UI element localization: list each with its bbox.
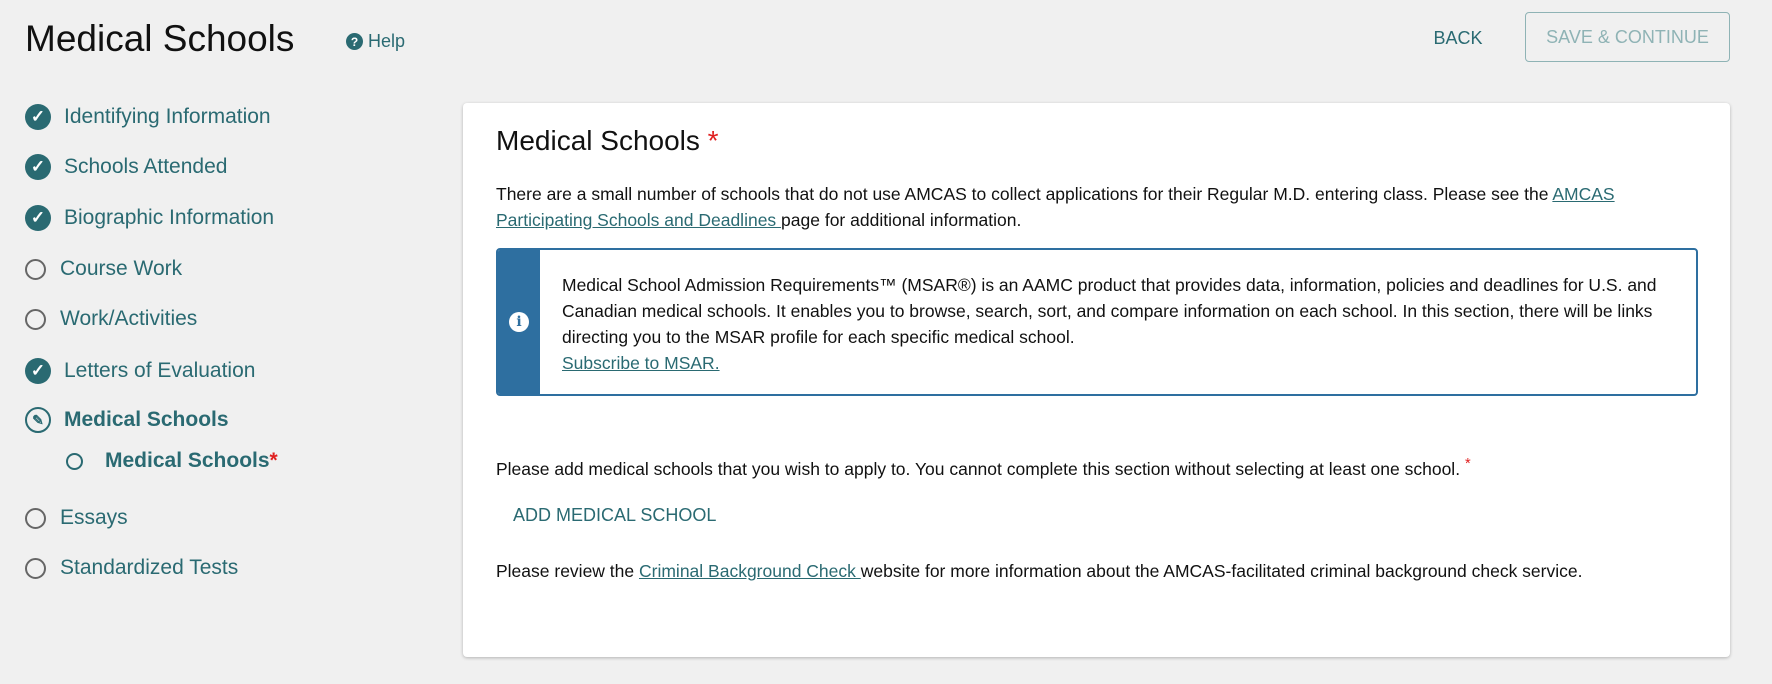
sidebar-item-label: Essays: [60, 506, 128, 529]
sidebar-item-label: Letters of Evaluation: [64, 359, 256, 382]
back-button[interactable]: BACK: [1420, 25, 1496, 51]
sidebar-item-label: Work/Activities: [60, 307, 198, 330]
criminal-after-text: website for more information about the AMCAS-facilitated criminal background check service.: [860, 561, 1583, 581]
sidebar-item-label: Standardized Tests: [60, 556, 239, 579]
sidebar-item-label: Medical Schools: [64, 408, 229, 431]
sidebar-item-standardized-tests[interactable]: [25, 553, 238, 583]
help-icon: ?: [346, 33, 363, 50]
page-title: Medical Schools: [25, 18, 295, 59]
criminal-background-check-link[interactable]: Criminal Background Check: [639, 561, 861, 581]
participating-schools-link[interactable]: AMCAS Participating Schools and Deadlines: [496, 184, 1615, 230]
msar-info-box: [496, 248, 1698, 396]
save-continue-button[interactable]: SAVE & CONTINUE: [1525, 12, 1730, 62]
check-circle-icon: ✓: [25, 154, 51, 180]
help-label: Help: [368, 31, 406, 51]
sidebar-item-label: Biographic Information: [64, 206, 275, 229]
sidebar-item-identifying-information[interactable]: [25, 102, 271, 132]
section-title: [496, 125, 719, 157]
sidebar-item-schools-attended[interactable]: [25, 152, 227, 182]
empty-circle-icon: [25, 309, 46, 330]
empty-circle-icon: [25, 259, 46, 280]
intro-after-text: page for additional information.: [781, 210, 1022, 230]
criminal-paragraph: [496, 558, 1696, 584]
info-text: [562, 272, 1672, 376]
sidebar-item-biographic-information[interactable]: [25, 203, 274, 233]
sidebar-item-work-activities[interactable]: [25, 304, 197, 334]
required-mark: *: [1464, 456, 1471, 472]
sidebar-item-letters-of-evaluation[interactable]: [25, 356, 255, 386]
sidebar-item-label: Schools Attended: [64, 155, 228, 178]
empty-circle-icon: [25, 558, 46, 579]
section-title-text: Medical Schools: [496, 125, 700, 156]
empty-circle-icon: [66, 453, 83, 470]
sidebar-item-essays[interactable]: [25, 503, 128, 533]
add-medical-school-button[interactable]: ADD MEDICAL SCHOOL: [513, 505, 717, 525]
check-circle-icon: ✓: [25, 205, 51, 231]
info-icon: i: [509, 312, 529, 332]
sidebar-item-medical-schools[interactable]: [25, 405, 229, 435]
msar-description: Medical School Admission Requirements™ (MSAR®) is an AAMC product that provides data, information, policies and deadlines for U.S. and Canadian medical schools. It enables you to browse, search, sort, and compare information on each school. In this section, there will be links directing you to the MSAR profile for each specific medical school.: [562, 275, 1657, 347]
required-mark: *: [269, 449, 278, 472]
required-mark: *: [707, 125, 719, 156]
intro-text: There are a small number of schools that do not use AMCAS to collect applications for their Regular M.D. entering class. Please see the: [496, 184, 1553, 204]
add-prompt-text: Please add medical schools that you wish to apply to. You cannot complete this section without selecting at least one school.: [496, 458, 1461, 479]
medical-schools-card: [463, 103, 1730, 657]
help-link[interactable]: [346, 31, 405, 52]
intro-paragraph: [496, 181, 1706, 233]
pencil-circle-icon: ✎: [25, 407, 51, 433]
sidebar-subitem-medical-schools[interactable]: [66, 446, 278, 476]
sidebar-item-label: Identifying Information: [64, 105, 271, 128]
criminal-before-text: Please review the: [496, 561, 639, 581]
add-prompt: [496, 451, 1471, 482]
sidebar-item-label: Medical Schools: [105, 449, 270, 472]
sidebar-item-label: Course Work: [60, 257, 183, 280]
sidebar-item-course-work[interactable]: [25, 254, 182, 284]
info-band: [498, 250, 540, 394]
empty-circle-icon: [25, 508, 46, 529]
check-circle-icon: ✓: [25, 358, 51, 384]
subscribe-msar-link[interactable]: Subscribe to MSAR.: [562, 353, 720, 373]
check-circle-icon: ✓: [25, 104, 51, 130]
